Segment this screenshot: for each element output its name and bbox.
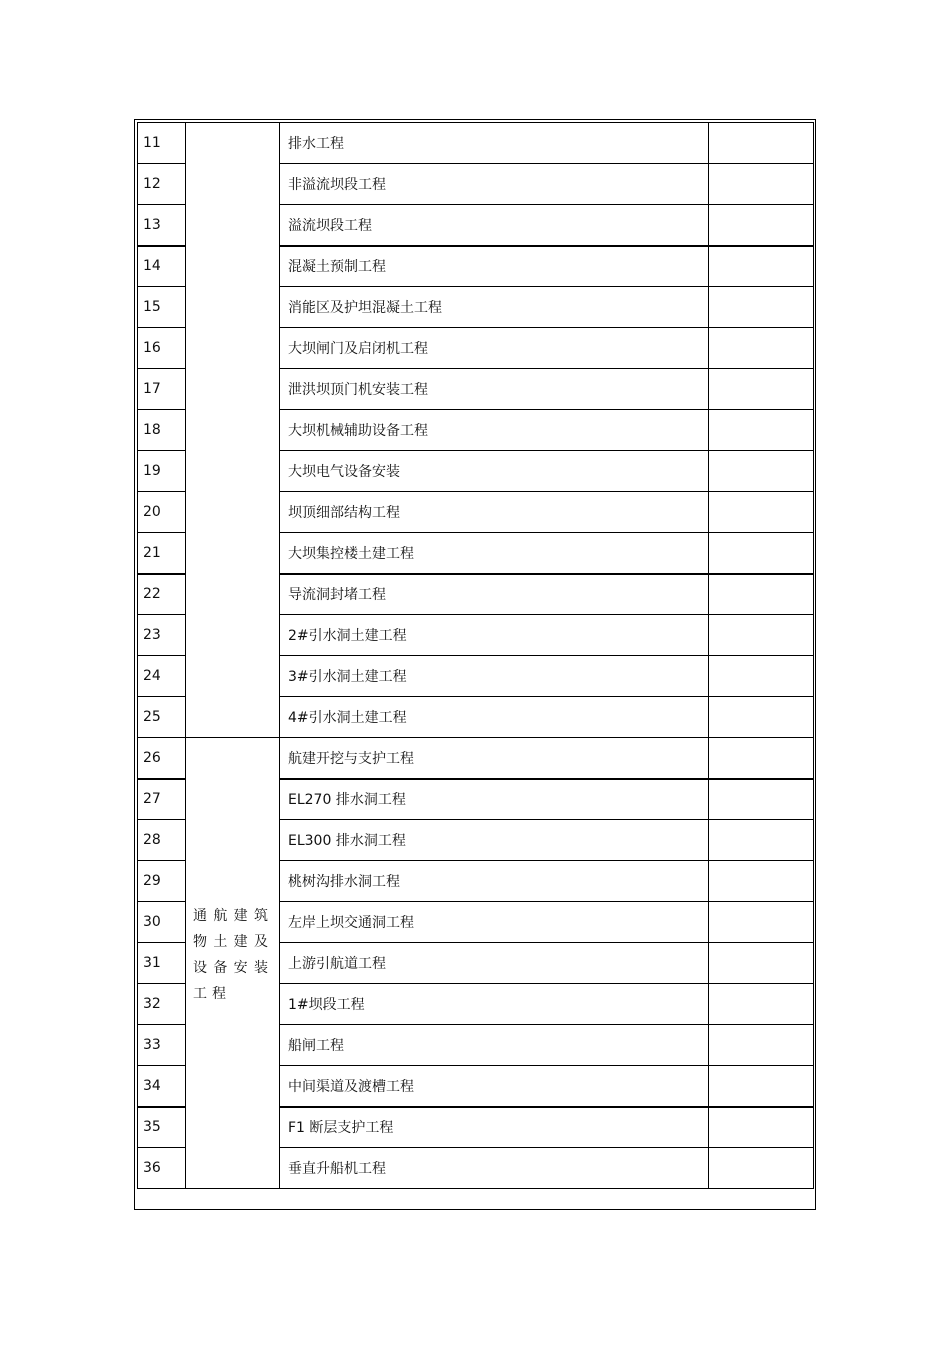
row-number: 16 [138, 328, 186, 369]
row-number: 13 [138, 205, 186, 246]
row-number: 11 [138, 123, 186, 164]
row-number: 15 [138, 287, 186, 328]
row-number: 31 [138, 943, 186, 984]
row-number: 22 [138, 574, 186, 615]
category-cell-2 [186, 738, 280, 1189]
item-name: F1 断层支护工程 [280, 1107, 709, 1148]
remark-cell [709, 123, 814, 164]
remark-cell [709, 943, 814, 984]
item-name: 1#坝段工程 [280, 984, 709, 1025]
item-name: 垂直升船机工程 [280, 1148, 709, 1189]
item-name: 航建开挖与支护工程 [280, 738, 709, 779]
remark-cell [709, 861, 814, 902]
remark-cell [709, 779, 814, 820]
remark-cell [709, 451, 814, 492]
row-number: 29 [138, 861, 186, 902]
item-name: 泄洪坝顶门机安装工程 [280, 369, 709, 410]
remark-cell [709, 1107, 814, 1148]
remark-cell [709, 984, 814, 1025]
item-name: 左岸上坝交通洞工程 [280, 902, 709, 943]
row-number: 18 [138, 410, 186, 451]
item-name: EL300 排水洞工程 [280, 820, 709, 861]
remark-cell [709, 533, 814, 574]
item-name: 溢流坝段工程 [280, 205, 709, 246]
item-name: 排水工程 [280, 123, 709, 164]
item-name: 导流洞封堵工程 [280, 574, 709, 615]
item-name: 桃树沟排水洞工程 [280, 861, 709, 902]
row-number: 21 [138, 533, 186, 574]
item-name: 大坝闸门及启闭机工程 [280, 328, 709, 369]
remark-cell [709, 1148, 814, 1189]
remark-cell [709, 656, 814, 697]
remark-cell [709, 1025, 814, 1066]
row-number: 35 [138, 1107, 186, 1148]
item-name: 4#引水洞土建工程 [280, 697, 709, 738]
remark-cell [709, 164, 814, 205]
row-number: 36 [138, 1148, 186, 1189]
remark-cell [709, 246, 814, 287]
item-name: 船闸工程 [280, 1025, 709, 1066]
project-table [137, 122, 814, 1189]
item-name: 大坝电气设备安装 [280, 451, 709, 492]
row-number: 28 [138, 820, 186, 861]
item-name: 2#引水洞土建工程 [280, 615, 709, 656]
remark-cell [709, 1066, 814, 1107]
category-label: 通航建筑物土建及设备安装工程 [193, 908, 273, 1002]
item-name: EL270 排水洞工程 [280, 779, 709, 820]
row-number: 12 [138, 164, 186, 205]
item-name: 大坝集控楼土建工程 [280, 533, 709, 574]
remark-cell [709, 738, 814, 779]
table-row [138, 123, 814, 164]
row-number: 23 [138, 615, 186, 656]
item-name: 大坝机械辅助设备工程 [280, 410, 709, 451]
row-number: 20 [138, 492, 186, 533]
item-name: 3#引水洞土建工程 [280, 656, 709, 697]
remark-cell [709, 410, 814, 451]
row-number: 14 [138, 246, 186, 287]
row-number: 19 [138, 451, 186, 492]
remark-cell [709, 328, 814, 369]
remark-cell [709, 492, 814, 533]
row-number: 25 [138, 697, 186, 738]
item-name: 中间渠道及渡槽工程 [280, 1066, 709, 1107]
row-number: 30 [138, 902, 186, 943]
row-number: 33 [138, 1025, 186, 1066]
remark-cell [709, 902, 814, 943]
row-number: 32 [138, 984, 186, 1025]
item-name: 上游引航道工程 [280, 943, 709, 984]
remark-cell [709, 697, 814, 738]
row-number: 27 [138, 779, 186, 820]
row-number: 34 [138, 1066, 186, 1107]
row-number: 17 [138, 369, 186, 410]
row-number: 26 [138, 738, 186, 779]
remark-cell [709, 287, 814, 328]
remark-cell [709, 205, 814, 246]
table-row [138, 738, 814, 779]
remark-cell [709, 615, 814, 656]
row-number: 24 [138, 656, 186, 697]
remark-cell [709, 820, 814, 861]
remark-cell [709, 369, 814, 410]
category-cell-1 [186, 123, 280, 738]
item-name: 非溢流坝段工程 [280, 164, 709, 205]
item-name: 混凝土预制工程 [280, 246, 709, 287]
remark-cell [709, 574, 814, 615]
item-name: 消能区及护坦混凝土工程 [280, 287, 709, 328]
item-name: 坝顶细部结构工程 [280, 492, 709, 533]
